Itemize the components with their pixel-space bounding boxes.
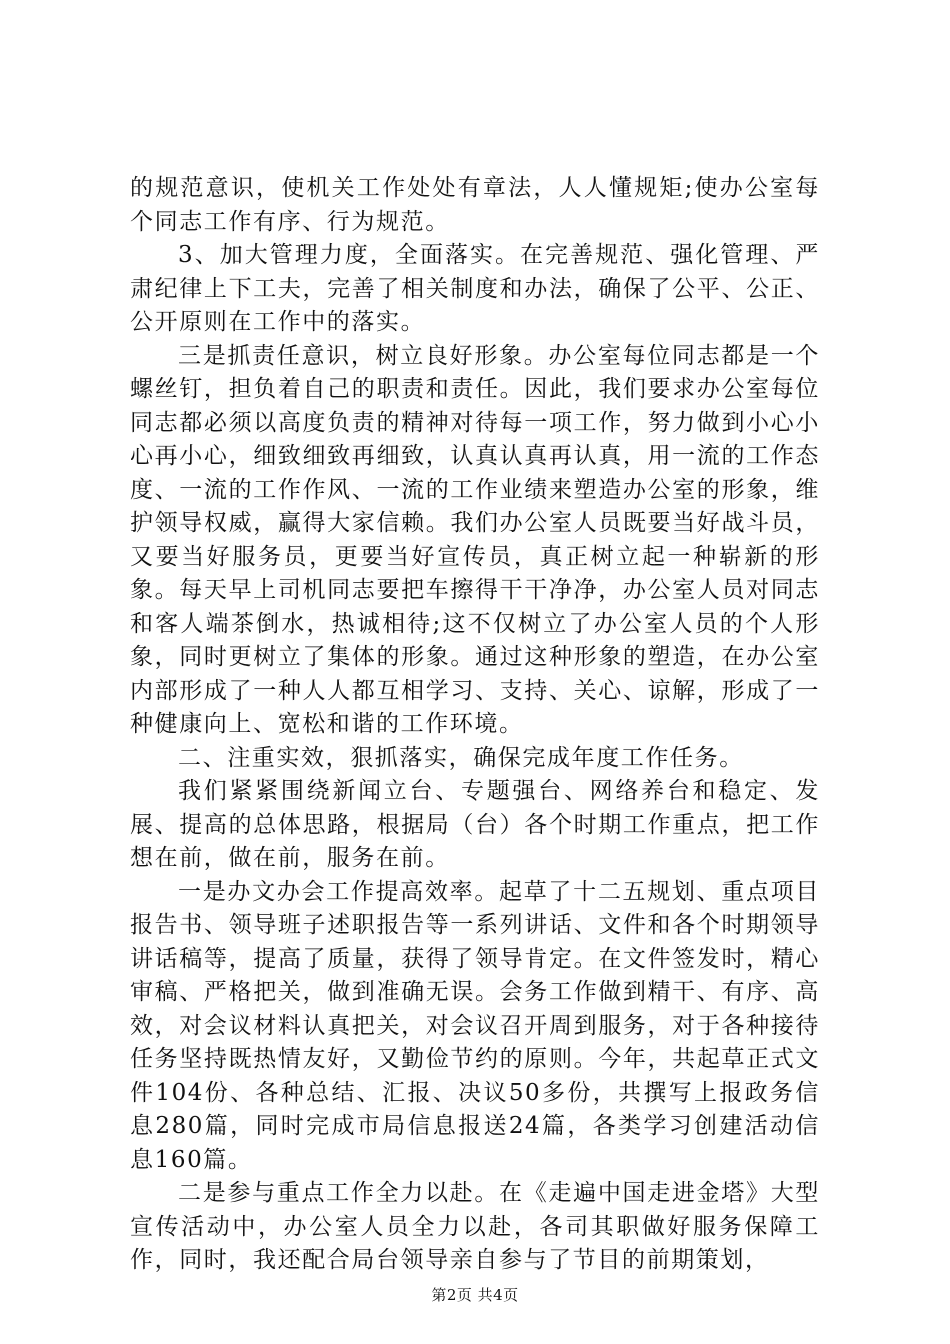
paragraph-7: 二是参与重点工作全力以赴。在《走遍中国走进金塔》大型宣传活动中，办公室人员全力以赴，各司其职做好服务保障工作，同时，我还配合局台领导亲自参与了节目的前期策划， <box>130 1180 820 1273</box>
paragraph-1: 的规范意识，使机关工作处处有章法，人人懂规矩;使办公室每个同志工作有序、行为规范。 <box>130 175 820 235</box>
paragraph-3: 三是抓责任意识，树立良好形象。办公室每位同志都是一个螺丝钉，担负着自己的职责和责任。因此，我们要求办公室每位同志都必须以高度负责的精神对待每一项工作，努力做到小心小心再小心，细致细致再细致，认真认真再认真，用一流的工作态度、一流的工作作风、一流的工作业绩来塑造办公室的形象，维护领导权威，赢得大家信赖。我们办公室人员既要当好战斗员，又要当好服务员，更要当好宣传员，真正树立起一种崭新的形象。每天早上司机同志要把车擦得干干净净，办公室人员对同志和客人端茶倒水，热诚相待;这不仅树立了办公室人员的个人形象，同时更树立了集体的形象。通过这种形象的塑造，在办公室内部形成了一种人人都互相学习、支持、关心、谅解，形成了一种健康向上、宽松和谐的工作环境。 <box>130 342 820 737</box>
paragraph-5: 我们紧紧围绕新闻立台、专题强台、网络养台和稳定、发展、提高的总体思路，根据局（台）各个时期工作重点，把工作想在前，做在前，服务在前。 <box>130 778 820 871</box>
paragraph-4-heading: 二、注重实效，狠抓落实，确保完成年度工作任务。 <box>178 744 744 771</box>
page-footer: 第2页 共4页 <box>431 1286 519 1304</box>
document-body <box>130 172 820 1278</box>
paragraph-6: 一是办文办会工作提高效率。起草了十二五规划、重点项目报告书、领导班子述职报告等一系列讲话、文件和各个时期领导讲话稿等，提高了质量，获得了领导肯定。在文件签发时，精心审稿、严格把关，做到准确无误。会务工作做到精干、有序、高效，对会议材料认真把关，对会议召开周到服务，对于各种接待任务坚持既热情友好，又勤俭节约的原则。今年，共起草正式文件104份、各种总结、汇报、决议50多份，共撰写上报政务信息280篇，同时完成市局信息报送24篇，各类学习创建活动信息160篇。 <box>130 878 820 1173</box>
paragraph-2: 3、加大管理力度，全面落实。在完善规范、强化管理、严肃纪律上下工夫，完善了相关制度和办法，确保了公平、公正、公开原则在工作中的落实。 <box>130 242 820 335</box>
